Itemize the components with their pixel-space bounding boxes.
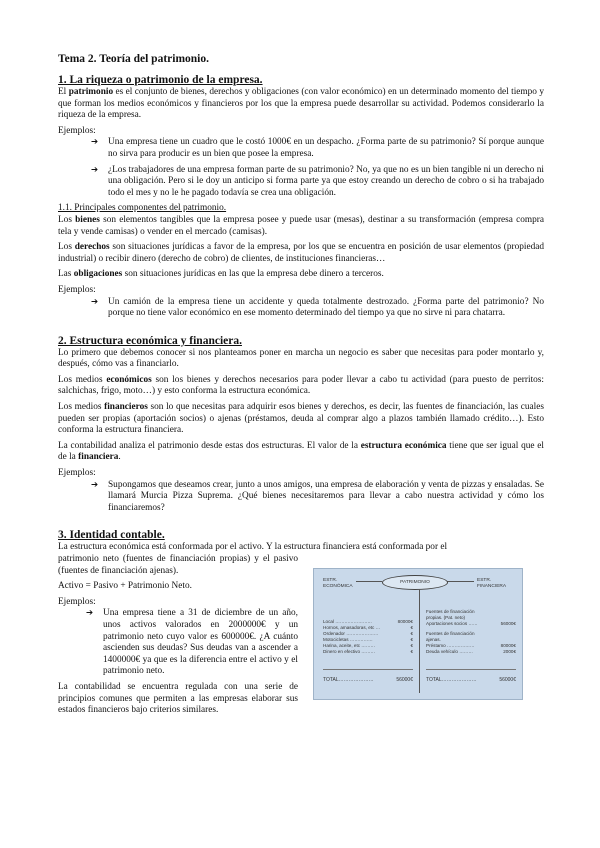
economicos-definition <box>58 375 544 398</box>
text-fragment: Los medios <box>58 402 105 413</box>
term-economicos: económicos <box>106 374 152 385</box>
list-item <box>93 137 544 160</box>
liability-value: 2000€ <box>503 649 516 655</box>
examples-label: Ejemplos: <box>58 125 96 136</box>
liability-label: Préstamo ……………… <box>426 643 475 649</box>
derechos-definition <box>58 242 544 265</box>
economic-structure-title <box>323 578 353 590</box>
equity-label: Aportaciones socios …… <box>426 621 478 627</box>
example-text: Supongamos que deseamos crear, junto a unos amigos, una empresa de elaboración y venta de pizzas y ensaladas. Se llamará Murcia Pizza Suprema. ¿Qué bienes necesitaremos para llevar a cabo nuestra actividad y cómo los financiaremos? <box>108 479 544 513</box>
section-2-heading: 2. Estructura económica y financiera. <box>58 334 242 347</box>
term-estructura-economica: estructura económica <box>360 440 447 451</box>
examples-list <box>58 480 544 515</box>
asset-row <box>323 649 413 655</box>
liability-row <box>426 649 516 655</box>
equity-value: 56000€ <box>500 621 516 627</box>
list-item <box>93 297 544 320</box>
section-3-body <box>58 542 544 716</box>
text-fragment: Las <box>58 269 74 280</box>
text-fragment: La contabilidad analiza el patrimonio desde estas dos estructuras. El valor de la <box>58 440 361 451</box>
text-fragment: Los <box>58 242 75 253</box>
divider-line <box>323 669 413 670</box>
asset-value: € <box>410 625 413 631</box>
list-item <box>93 165 544 200</box>
asset-value: € <box>410 649 413 655</box>
text-fragment: . <box>118 452 121 463</box>
arrow-bullet-icon: ➔ <box>91 479 99 490</box>
patrimonio-node: PATRIMONIO <box>382 575 448 590</box>
asset-label: Ordenador ………………… <box>323 631 379 637</box>
asset-value: € <box>410 631 413 637</box>
bienes-definition <box>58 215 544 238</box>
financing-list <box>426 609 516 655</box>
asset-value: € <box>410 637 413 643</box>
list-item <box>88 608 298 678</box>
text-fragment: son los bienes y derechos necesarios para poder llevar a cabo tu actividad (para puesto de perritos: salchichas, frigo, moto…) y esto conforma la estructura económica. <box>58 374 544 397</box>
connector-line <box>446 581 474 582</box>
text-fragment: son situaciones jurídicas a favor de la empresa, por los que se encuentra en posición de usar elementos (propiedad industrial) o recibir dinero (derecho de cobro) de clientes, de instituciones financieras… <box>58 242 544 264</box>
total-value: 56000€ <box>499 677 516 684</box>
section-3-heading: 3. Identidad contable. <box>58 529 165 542</box>
asset-label: Dinero en efectivo ……… <box>323 649 376 655</box>
term-obligaciones: obligaciones <box>73 269 123 280</box>
term-bienes: bienes <box>75 214 100 225</box>
spacer <box>58 324 544 334</box>
asset-label: Motocicletas …………… <box>323 637 373 643</box>
title-line: FINANCIERA <box>477 584 507 590</box>
page-title: Tema 2. Teoría del patrimonio. <box>58 53 209 65</box>
patrimonio-diagram <box>313 568 523 700</box>
text-fragment: son lo que necesitas para adquirir esos bienes y derechos, es decir, las fuentes de financiación, las cuales pueden ser propias (aportación socios) o ajenas (préstamos, deuda al comprar algo a plazos también llamado crédito…). Esto conforma la estructura financiera. <box>58 402 544 436</box>
examples-list <box>58 608 298 678</box>
term-derechos: derechos <box>74 242 110 253</box>
asset-value: 80000€ <box>397 619 413 625</box>
identity-formula: Activo = Pasivo + Patrimonio Neto. <box>58 581 192 592</box>
divider-line <box>426 669 516 670</box>
financial-structure-title <box>477 578 506 590</box>
financing-heading: ajenas. <box>426 637 441 643</box>
estructura-paragraph: La estructura económica está conformada por el activo. Y la estructura financiera está conformada por el <box>58 542 448 553</box>
financing-heading: Fuentes de financiación <box>426 631 475 637</box>
text-fragment: son elementos tangibles que la empresa posee y puede usar (mesas), destinar a su transformación (empresa compra tela y vende camisas) o vender en el mercado (camisas). <box>58 214 544 237</box>
divider-line <box>419 589 420 693</box>
examples-label: Ejemplos: <box>58 284 96 295</box>
text-fragment: es el conjunto de bienes, derechos y obligaciones (con valor económico) en un determinado momento del tiempo y que forman los medios económicos y financieros por los que la empresa puede desarrollar su actividad. Podemos considerarlo la riqueza de la empresa. <box>58 87 544 121</box>
examples-label: Ejemplos: <box>58 468 96 479</box>
regulation-paragraph: La contabilidad se encuentra regulada con una serie de principios comunes que permiten a las empresas elaborar sus estados financieros bajo criterios similares. <box>58 681 298 716</box>
section-1-1-heading: 1.1. Principales componentes del patrimonio. <box>58 203 227 214</box>
total-label: TOTAL………………… <box>426 677 477 684</box>
text-fragment: El <box>58 87 69 97</box>
arrow-bullet-icon: ➔ <box>91 164 99 175</box>
financieros-definition <box>58 402 544 437</box>
equity-row <box>426 621 516 627</box>
assets-total <box>323 677 413 683</box>
financing-heading: propias. (Pat. neto) <box>426 615 466 621</box>
asset-label: Harina, aceite, etc ……… <box>323 643 376 649</box>
total-label: TOTAL………………… <box>323 677 374 684</box>
assets-list <box>323 619 413 655</box>
title-line: ESTR. <box>323 578 338 584</box>
financing-heading: Fuentes de financiación <box>426 609 475 615</box>
document-page <box>58 52 544 721</box>
liability-value: 80000€ <box>500 643 516 649</box>
estructura-paragraph-cont: patrimonio neto (fuentes de financiación propias) y el pasivo (fuentes de financiación ajenas). <box>58 554 298 576</box>
example-text: Una empresa tiene un cuadro que le costó 1000€ en un despacho. ¿Forma parte de su patrimonio? Sí porque aunque no sirva para producir es un bien que posee la empresa. <box>108 137 544 159</box>
section-1-heading: 1. La riqueza o patrimonio de la empresa. <box>58 74 263 86</box>
connector-line <box>356 581 382 582</box>
obligaciones-definition <box>58 269 544 281</box>
example-text: Una empresa tiene a 31 de diciembre de un año, unos activos valorados en 2000000€ y un patrimonio neto cuyo valor es 600000€. ¿A cuánto ascienden sus deudas? Sus deudas van a ascender a 1400000€ ya que es la diferencia entre el activo y el patrimonio neto. <box>103 608 298 677</box>
title-line: ESTR. <box>477 578 492 584</box>
total-value: 56000€ <box>396 677 413 684</box>
title-line: ECONÓMICA <box>323 584 353 590</box>
spacer <box>58 518 544 528</box>
patrimonio-definition <box>58 87 544 122</box>
example-text: ¿Los trabajadores de una empresa forman parte de su patrimonio? No, ya que no es un bien tangible ni un derecho ni una obligación. Pero si le doy un anticipo si forma parte ya que estoy creando un derecho de cobro o si ha trabajado todo el mes y no le he pagado todavía se crea una obligación. <box>108 164 544 198</box>
asset-label: Local …………………… <box>323 619 373 625</box>
examples-list <box>58 297 544 320</box>
text-fragment: Los medios <box>58 374 107 385</box>
list-item <box>93 480 544 515</box>
examples-label: Ejemplos: <box>58 596 96 607</box>
term-financiera: financiera <box>78 452 119 463</box>
example-text: Un camión de la empresa tiene un accidente y queda totalmente destrozado. ¿Forma parte del patrimonio? No porque no tiene valor económico en ese momento determinado del tiempo ya que no sirve ni para chatarra. <box>108 296 544 319</box>
contabilidad-paragraph <box>58 441 544 464</box>
arrow-bullet-icon: ➔ <box>86 608 94 619</box>
section-3-left-column <box>58 554 298 717</box>
asset-value: € <box>410 643 413 649</box>
text-fragment: tiene que ser igual que el de la <box>58 440 544 463</box>
section-2-intro: Lo primero que debemos conocer si nos planteamos poner en marcha un negocio es saber que necesitas para poder montarlo y, después, cómo vas a financiarlo. <box>58 347 544 370</box>
term-financieros: financieros <box>104 402 148 413</box>
financing-total <box>426 677 516 683</box>
examples-list <box>58 137 544 199</box>
arrow-bullet-icon: ➔ <box>91 137 99 148</box>
text-fragment: son situaciones jurídicas en las que la empresa debe dinero a terceros. <box>122 269 384 280</box>
asset-label: Hornos, amasadoras, etc … <box>323 625 381 631</box>
text-fragment: Los <box>58 214 76 225</box>
liability-label: Deuda vehículo ……… <box>426 649 473 655</box>
arrow-bullet-icon: ➔ <box>91 296 99 307</box>
term-patrimonio: patrimonio <box>68 87 114 97</box>
